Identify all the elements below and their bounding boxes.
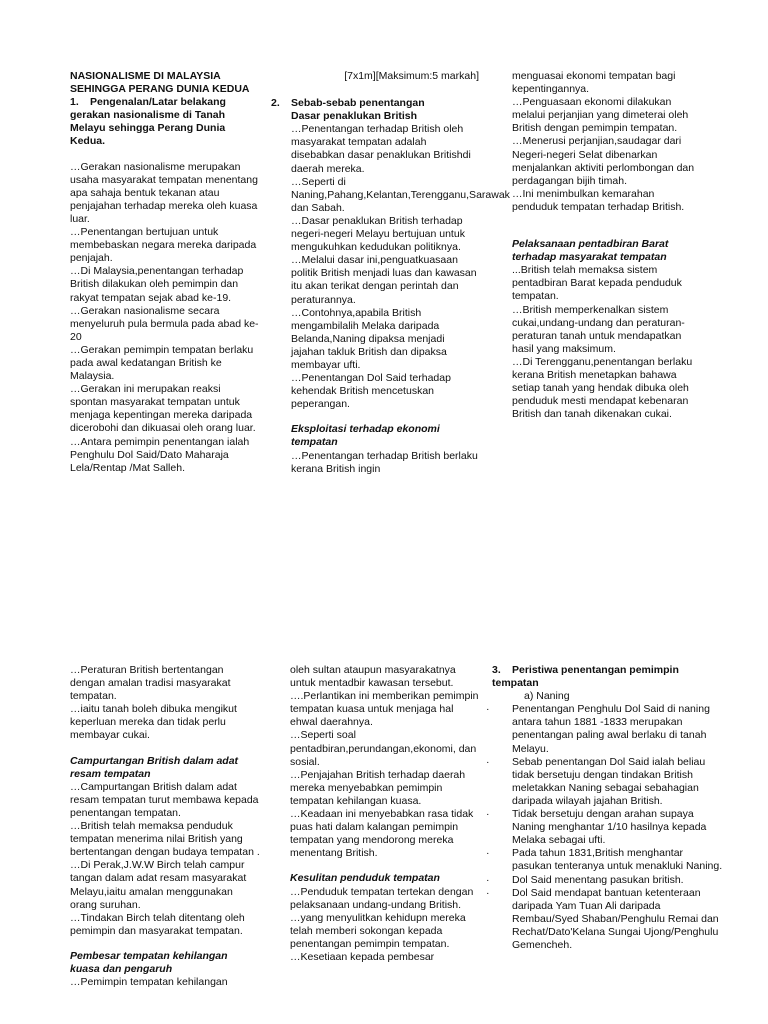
point: …Pemimpin tempatan kehilangan: [70, 976, 228, 989]
question-3-number: 3.: [492, 664, 501, 676]
bullet-point: · Sebab penentangan Dol Said ialah beliau tidak bersetuju dengan tindakan British meletakkan Naning sebagai sebahagian daripada wilayah jajahan British.: [492, 756, 724, 808]
marks-label: [7x1m][Maksimum:5 markah]: [344, 70, 479, 82]
bullet-point: · Penentangan Penghulu Dol Said di naning antara tahun 1881 -1833 merupakan penentangan paling awal berlaku di tanah Melayu.: [492, 703, 724, 755]
question-1-text: Pengenalan/Latar belakang gerakan nasionalisme di Tanah Melayu sehingga Perang Dunia Kedua.: [70, 96, 226, 148]
point: …Antara pemimpin penentangan ialah Penghulu Dol Said/Dato Maharaja Lela/Rentap /Mat Salleh.: [70, 435, 250, 474]
subheading-dasar-penaklukan: Dasar penaklukan British: [291, 110, 418, 123]
point: …Penentangan terhadap British oleh masyarakat tempatan adalah disebabkan dasar penaklukan Britishdi daerah mereka.: [291, 123, 471, 175]
point: …British telah memaksa penduduk tempatan menerima nilai British yang bertentangan dengan budaya tempatan .: [70, 820, 260, 859]
page1-column-3: [512, 70, 696, 421]
point: …Di Perak,J.W.W Birch telah campur tangan dalam adat resam masyarakat Melayu,iaitu amalan menggunakan orang suruhan.: [70, 859, 247, 911]
point: …Penentangan terhadap British berlaku kerana British ingin: [291, 449, 478, 475]
question-2-text: Sebab-sebab penentangan: [291, 97, 425, 110]
question-1-number: 1.: [70, 96, 79, 109]
point: ...British telah memaksa sistem pentadbiran Barat kepada penduduk tempatan.: [512, 264, 682, 303]
point: …Di Malaysia,penentangan terhadap British dilakukan oleh pemimpin dan rakyat tempatan sejak abad ke-19.: [70, 265, 244, 304]
point: …Penentangan bertujuan untuk membebaskan negara mereka daripada penjajah.: [70, 226, 257, 265]
points-block: [271, 123, 510, 475]
point: …iaitu tanah boleh dibuka mengikut keperluan mereka dan tidak perlu membayar cukai.: [70, 703, 237, 742]
point: …Gerakan pemimpin tempatan berlaku pada awal kedatangan British ke Malaysia.: [70, 343, 254, 383]
document-title: NASIONALISME DI MALAYSIA SEHINGGA PERANG DUNIA KEDUA: [70, 70, 250, 96]
subsection-naning: a) Naning: [524, 690, 570, 703]
point: …Menerusi perjanjian,saudagar dari Negeri-negeri Selat dibenarkan menjalankan aktiviti perlombongan dan perdagangan bijih timah.: [512, 135, 695, 187]
subheading-pembesar: Pembesar tempatan kehilangan kuasa dan pengaruh: [70, 949, 228, 975]
question-3-text: Peristiwa penentangan pemimpin tempatan: [492, 664, 679, 690]
point: …yang menyulitkan kehidupn mereka telah memberi sokongan kepada penentangan pemimpin tempatan.: [290, 911, 466, 950]
point: …Peraturan British bertentangan dengan amalan tradisi masyarakat tempatan.: [70, 664, 231, 703]
point: …Ini menimbulkan kemarahan penduduk tempatan terhadap British.: [512, 187, 685, 213]
point: oleh sultan ataupun masyarakatnya untuk mentadbir kawasan tersebut.: [290, 664, 456, 690]
point: ….Perlantikan ini memberikan pemimpin tempatan kuasa untuk menjaga hal ehwal daerahnya.: [290, 690, 479, 729]
point: menguasai ekonomi tempatan bagi kepentingannya.: [512, 70, 676, 96]
point: …British memperkenalkan sistem cukai,undang-undang dan peraturan-peraturan tanah untuk mendapatkan hasil yang maksimum.: [512, 303, 685, 355]
point: …Gerakan nasionalisme merupakan usaha masyarakat tempatan menentang apa sahaja bentuk tekanan atau penjajahan terhadap mereka oleh kuasa luar.: [70, 160, 258, 225]
page2-column-1: [70, 664, 260, 989]
point: …Gerakan ini merupakan reaksi spontan masyarakat tempatan untuk menjaga kepentingan mereka daripada dicerobohi dan dikuasai oleh orang luar.: [70, 383, 256, 435]
point: …Di Terengganu,penentangan berlaku kerana British menetapkan bahawa setiap tanah yang hendak dibuka oleh penduduk mesti mendapat kebenaran British dan tanah dikenakan cukai.: [512, 355, 693, 421]
question-2-heading: [271, 97, 479, 110]
point: …Seperti soal pentadbiran,perundangan,ekonomi, dan sosial.: [290, 729, 477, 768]
point: …Campurtangan British dalam adat resam tempatan turut membawa kepada penentangan tempatan.: [70, 780, 259, 819]
point: …Keadaan ini menyebabkan rasa tidak puas hati dalam kalangan pemimpin tempatan yang mendorong mereka menentang British.: [290, 808, 474, 860]
page2-column-3: [492, 664, 724, 952]
point: …Gerakan nasionalisme secara menyeluruh pula bermula pada abad ke-20: [70, 304, 259, 343]
point: …Dasar penaklukan British terhadap negeri-negeri Melayu bertujuan untuk mengukuhkan kedudukan politiknya.: [291, 214, 465, 254]
page2-column-2: [290, 664, 480, 964]
point: …Penguasaan ekonomi dilakukan melalui perjanjian yang dimeterai oleh British dengan pemimpin tempatan.: [512, 96, 689, 135]
page1-column-1: [70, 70, 260, 475]
bullet-point: · Pada tahun 1831,British menghantar pasukan tenteranya untuk menakluki Naning.: [492, 847, 724, 873]
bullet-point: · Dol Said menentang pasukan british.: [492, 874, 724, 887]
subheading-eksploitasi: Eksploitasi terhadap ekonomi tempatan: [291, 423, 440, 449]
question-1-heading: [70, 96, 260, 148]
point: …Tindakan Birch telah ditentang oleh pemimpin dan masyarakat tempatan.: [70, 911, 245, 937]
subheading-kesulitan: Kesulitan penduduk tempatan: [290, 872, 440, 885]
point: …Seperti di Naning,Pahang,Kelantan,Terengganu,Sarawak dan Sabah.: [291, 175, 510, 214]
bullet-point: · Dol Said mendapat bantuan ketenteraan daripada Yam Tuan Ali daripada Rembau/Syed Shaban/Penghulu Remai dan Rechat/Dato'Kelana Sungai Ujong/Penghulu Gemencheh.: [492, 887, 724, 952]
point: …Penduduk tempatan tertekan dengan pelaksanaan undang-undang British.: [290, 885, 474, 911]
subheading-campurtangan: Campurtangan British dalam adat resam tempatan: [70, 754, 239, 780]
subheading-pelaksanaan: Pelaksanaan pentadbiran Barat terhadap masyarakat tempatan: [512, 238, 669, 264]
bullet-point: · Tidak bersetuju dengan arahan supaya Naning menghantar 1/10 hasilnya kepada Melaka sebagai ufti.: [492, 808, 724, 847]
page1-column-2: [271, 70, 510, 476]
question-3-heading: [492, 664, 724, 690]
question-2-number: 2.: [271, 97, 280, 110]
point: …Penjajahan British terhadap daerah mereka menyebabkan pemimpin tempatan kehilangan kuasa.: [290, 768, 466, 807]
point: …Contohnya,apabila British mengambilalih Melaka daripada Belanda,Naning dipaksa menjadi jajahan takluk British dan dipaksa membayar ufti.: [291, 306, 447, 371]
point: …Melalui dasar ini,penguatkuasaan politik British menjadi luas dan kawasan itu akan terikat dengan perintah dan peraturannya.: [291, 254, 477, 306]
point: …Kesetiaan kepada pembesar: [290, 950, 435, 963]
point: …Penentangan Dol Said terhadap kehendak British mencetuskan peperangan.: [291, 372, 451, 411]
